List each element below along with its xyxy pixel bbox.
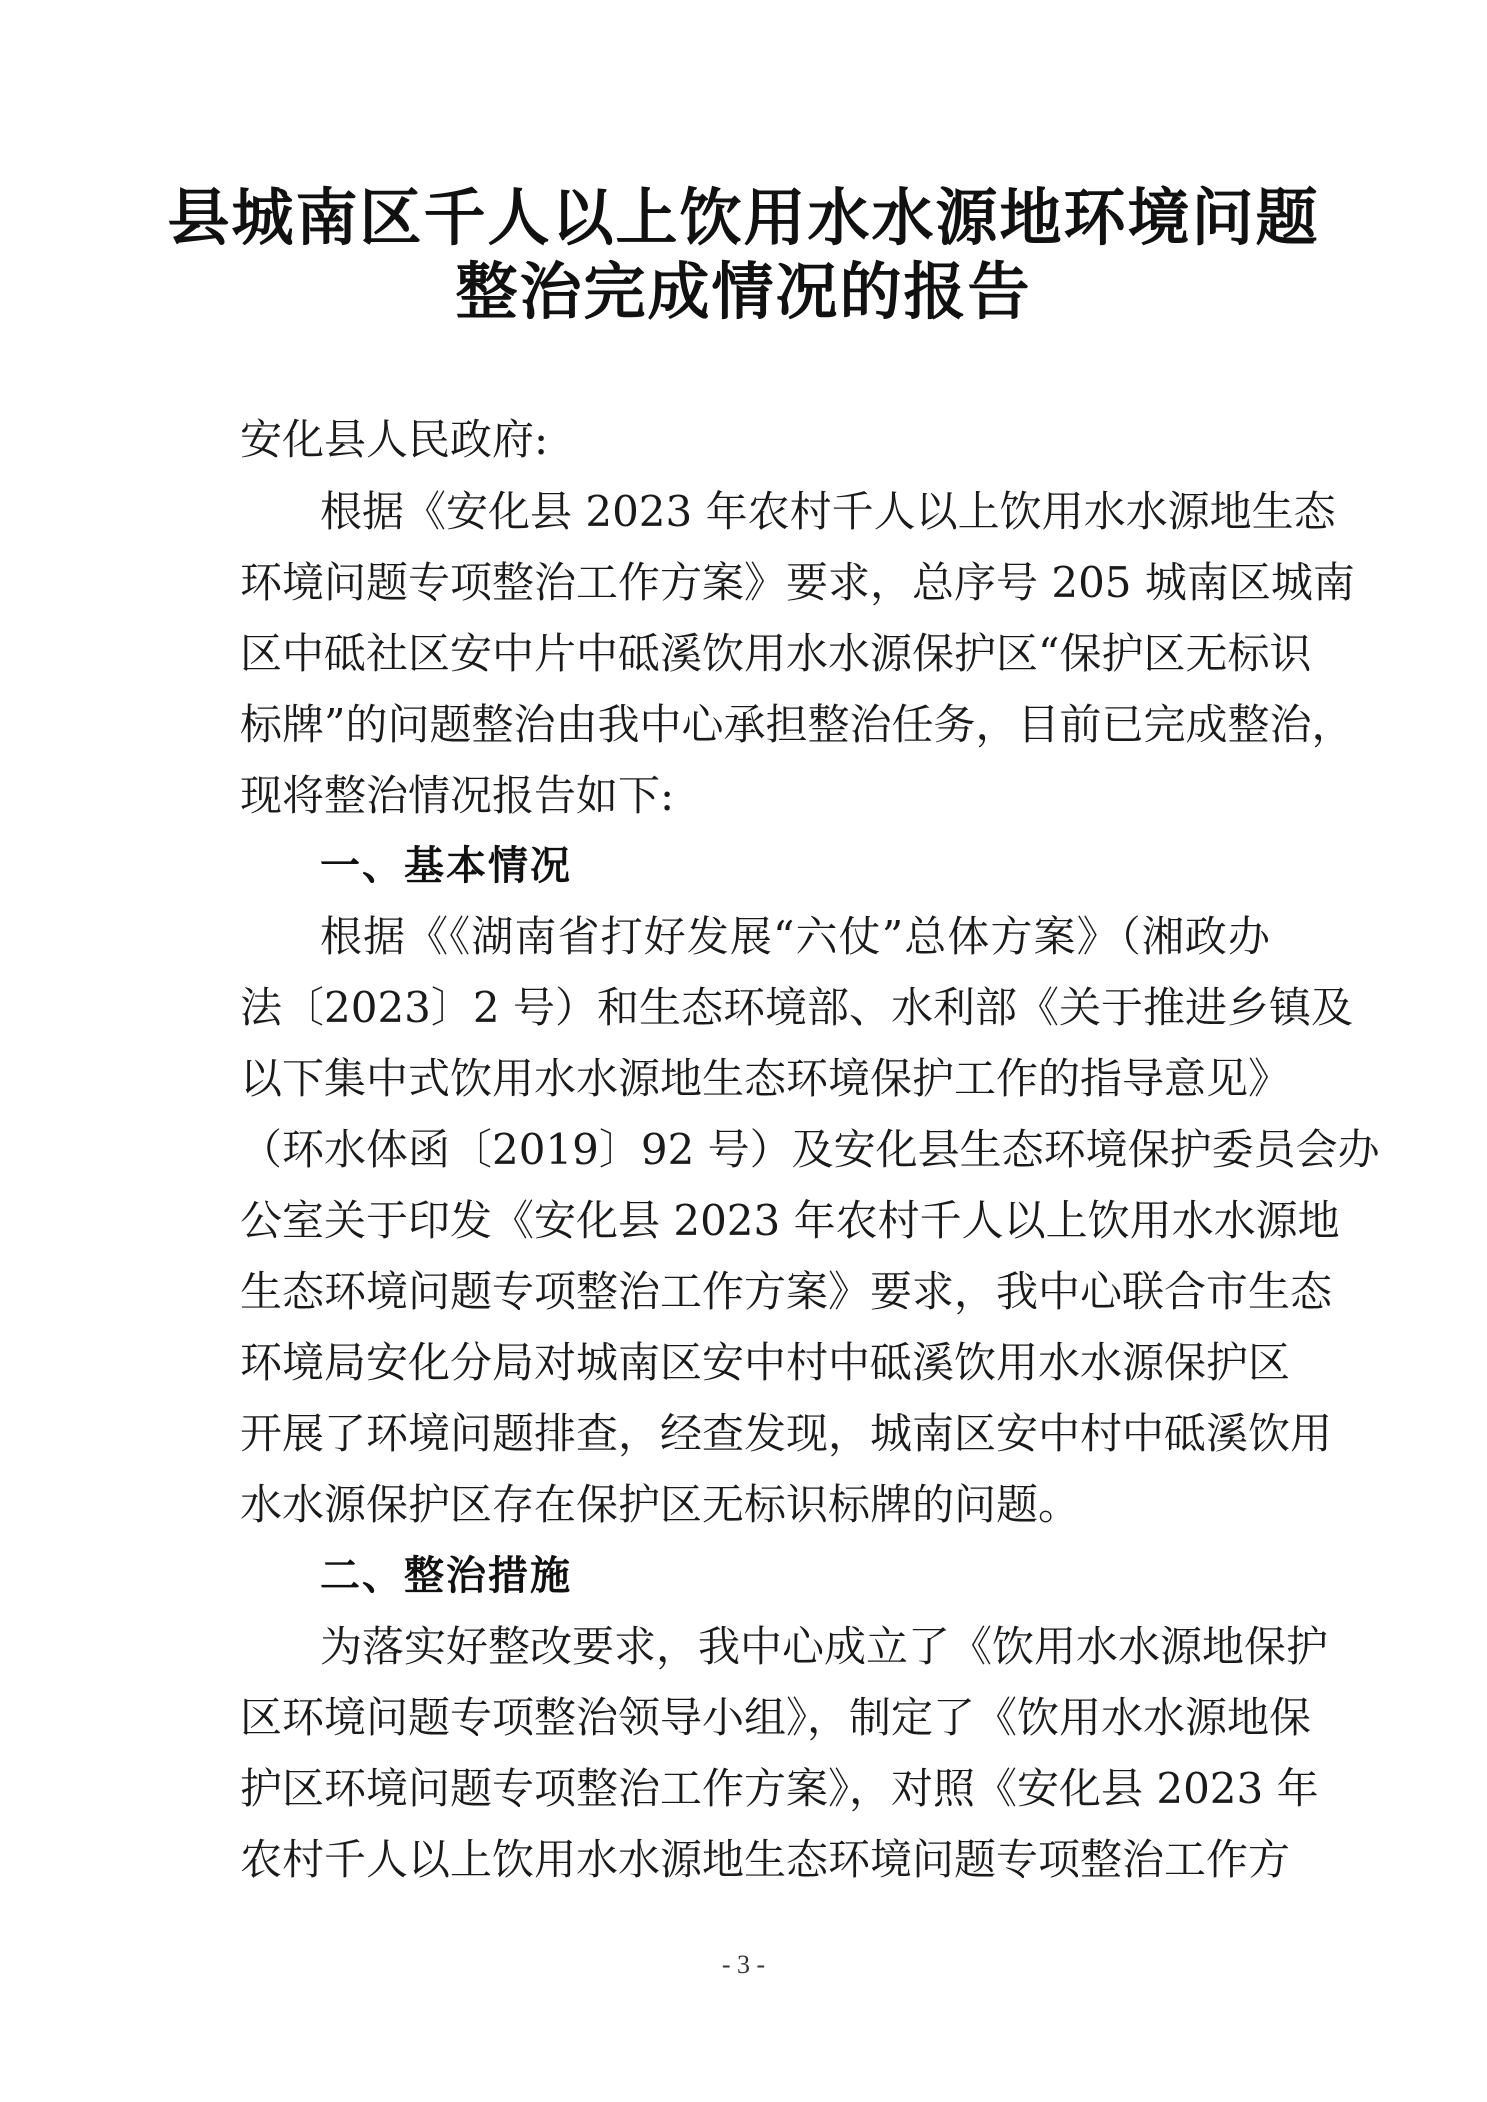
paragraph2-line-1: 根据《《湖南省打好发展“六仗”总体方案》（湘政办 [320,912,1270,961]
paragraph2-line-7: 环境局安化分局对城南区安中村中砥溪饮用水水源保护区 [240,1338,1291,1387]
paragraph3-line-2: 区环境问题专项整治领导小组》，制定了《饮用水水源地保 [240,1693,1312,1742]
paragraph3-line-1: 为落实好整改要求，我中心成立了《饮用水水源地保护 [320,1622,1329,1671]
paragraph3-line-3: 护区环境问题专项整治工作方案》，对照《安化县 2023 年 [240,1764,1319,1813]
paragraph1-line-2: 环境问题专项整治工作方案》要求，总序号 205 城南区城南 [240,558,1355,607]
paragraph1-line-1: 根据《安化县 2023 年农村千人以上饮用水水源地生态 [320,487,1336,536]
section-heading-2: 二、整治措施 [320,1553,572,1599]
paragraph1-line-5: 现将整治情况报告如下: [240,771,675,820]
section-heading-1: 一、基本情况 [320,843,572,889]
paragraph3-line-4: 农村千人以上饮用水水源地生态环境问题专项整治工作方 [240,1835,1291,1884]
paragraph2-line-3: 以下集中式饮用水水源地生态环境保护工作的指导意见》 [240,1054,1291,1103]
paragraph1-line-3: 区中砥社区安中片中砥溪饮用水水源保护区“保护区无标识 [240,629,1312,678]
paragraph2-line-5: 公室关于印发《安化县 2023 年农村千人以上饮用水水源地 [240,1196,1340,1245]
paragraph2-line-6: 生态环境问题专项整治工作方案》要求，我中心联合市生态 [240,1267,1333,1316]
paragraph2-line-9: 水水源保护区存在保护区无标识标牌的问题。 [240,1480,1081,1529]
paragraph2-line-2: 法〔2023〕2 号）和生态环境部、水利部《关于推进乡镇及 [240,983,1353,1032]
paragraph1-line-4: 标牌”的问题整治由我中心承担整治任务，目前已完成整治， [240,700,1354,749]
paragraph2-line-8: 开展了环境问题排查，经查发现，城南区安中村中砥溪饮用 [240,1409,1333,1458]
salutation: 安化县人民政府: [240,415,549,464]
title-line-1: 县城南区千人以上饮用水水源地环境问题 [167,181,1320,254]
paragraph2-line-4: （环水体函〔2019〕92 号）及安化县生态环境保护委员会办 [240,1125,1380,1174]
page-number: - 3 - [721,1950,766,1979]
title-line-2: 整治完成情况的报告 [455,255,1032,328]
